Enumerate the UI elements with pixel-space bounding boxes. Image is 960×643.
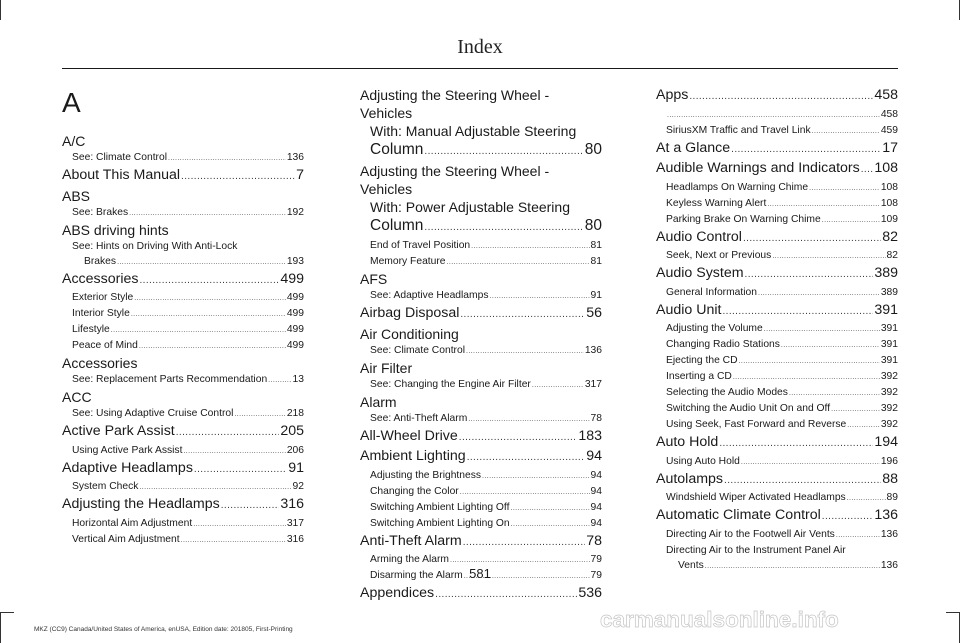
dot-leader xyxy=(193,517,286,532)
dot-leader xyxy=(822,213,880,228)
index-column-2 xyxy=(360,86,602,605)
index-entry[interactable] xyxy=(62,495,304,516)
index-subentry[interactable] xyxy=(656,123,898,139)
index-subentry[interactable] xyxy=(62,372,304,388)
entry-label: Lifestyle xyxy=(72,324,110,335)
entry-page: 536 xyxy=(578,585,602,601)
entry-page: 458 xyxy=(874,87,898,103)
index-subentry[interactable] xyxy=(656,401,898,417)
entry-page: 88 xyxy=(882,470,898,487)
dot-leader xyxy=(129,206,286,221)
index-entry[interactable] xyxy=(360,216,602,238)
dot-leader xyxy=(689,88,873,107)
index-entry[interactable] xyxy=(656,159,898,180)
index-entry[interactable] xyxy=(62,422,304,443)
dot-leader xyxy=(532,378,584,393)
entry-page: 136 xyxy=(880,528,898,540)
entry-page: 218 xyxy=(286,408,304,419)
entry-page: 391 xyxy=(880,355,898,366)
entry-page: 136 xyxy=(880,559,898,571)
index-subentry[interactable] xyxy=(360,411,602,427)
entry-label: Airbag Disposal xyxy=(360,305,460,321)
entry-page: 94 xyxy=(590,485,602,497)
dot-leader xyxy=(460,306,585,325)
index-entry[interactable] xyxy=(360,427,602,448)
dot-leader xyxy=(424,218,583,238)
dot-leader xyxy=(724,472,881,491)
entry-page: 499 xyxy=(286,292,304,303)
entry-label: Ejecting the CD xyxy=(666,355,738,366)
index-subentry[interactable] xyxy=(62,516,304,532)
index-subentry[interactable] xyxy=(62,443,304,459)
entry-label: Vents xyxy=(678,559,704,571)
index-subentry[interactable] xyxy=(360,238,602,254)
entry-label: Auto Hold xyxy=(656,434,719,450)
entry-label: Adjusting the Brightness xyxy=(370,469,482,481)
entry-page: 316 xyxy=(286,533,304,545)
index-subentry[interactable] xyxy=(360,516,602,532)
index-subentry[interactable] xyxy=(656,417,898,433)
index-subentry[interactable] xyxy=(62,306,304,322)
entry-label: Peace of Mind xyxy=(72,340,138,351)
index-subentry[interactable] xyxy=(656,490,898,506)
entry-label: At a Glance xyxy=(656,139,731,156)
index-entry[interactable] xyxy=(360,584,602,605)
entry-page: 391 xyxy=(874,301,898,318)
entry-label: Vertical Aim Adjustment xyxy=(72,533,180,545)
index-entry[interactable] xyxy=(62,166,304,187)
entry-page: 92 xyxy=(292,481,304,492)
entry-page: 392 xyxy=(880,371,898,382)
dot-leader xyxy=(764,322,880,337)
dot-leader xyxy=(139,480,291,495)
dot-leader xyxy=(861,161,874,180)
entry-label: See: Adaptive Headlamps xyxy=(370,290,489,301)
dot-leader xyxy=(743,230,881,249)
entry-page: 192 xyxy=(286,206,304,218)
crop-mark-bottom-right-h xyxy=(946,612,960,613)
index-entry[interactable] xyxy=(62,270,304,291)
entry-page: 136 xyxy=(286,152,304,163)
index-subentry[interactable] xyxy=(62,338,304,354)
entry-label: Adjusting the Volume xyxy=(666,323,763,334)
entry-label: Anti-Theft Alarm xyxy=(360,532,462,549)
index-subentry[interactable] xyxy=(360,468,602,484)
entry-label: System Check xyxy=(72,481,139,492)
dot-leader xyxy=(460,485,590,500)
entry-page: 183 xyxy=(578,427,602,444)
entry-page: 108 xyxy=(874,160,898,176)
dot-leader xyxy=(822,508,874,527)
entry-label: Audio Unit xyxy=(656,301,722,318)
index-subentry[interactable] xyxy=(656,248,898,264)
index-column-1 xyxy=(62,86,304,548)
dot-leader xyxy=(168,151,286,166)
index-entry[interactable] xyxy=(656,470,898,491)
entry-page: 7 xyxy=(296,167,304,183)
entry-page: 91 xyxy=(590,290,602,301)
entry-label: Using Seek, Fast Forward and Reverse xyxy=(666,419,847,430)
entry-page: 94 xyxy=(590,517,602,529)
footer-edition: MKZ (CC9) Canada/United States of America, enUSA, Edition date: 201805, First-Printing xyxy=(34,626,293,633)
entry-page: 78 xyxy=(586,532,602,549)
watermark-logo: carmanualsonline.info xyxy=(600,607,839,632)
entry-label: Brakes xyxy=(84,255,117,267)
dot-leader xyxy=(733,370,880,385)
index-column-3 xyxy=(656,86,898,574)
index-subentry[interactable] xyxy=(656,107,898,123)
entry-page: 91 xyxy=(288,459,304,476)
entry-label: Column xyxy=(370,217,424,234)
entry-label: Accessories xyxy=(62,270,139,287)
index-entry[interactable] xyxy=(656,506,898,527)
index-subentry[interactable] xyxy=(656,353,898,369)
index-subentry[interactable] xyxy=(656,180,898,196)
index-entry[interactable] xyxy=(656,139,898,160)
entry-label: See: Replacement Parts Recommendation xyxy=(72,374,268,385)
entry-page: 206 xyxy=(286,444,304,456)
index-subentry[interactable] xyxy=(360,500,602,516)
index-subentry[interactable] xyxy=(656,385,898,401)
index-entry[interactable] xyxy=(62,459,304,480)
dot-leader xyxy=(139,272,279,291)
index-subentry[interactable] xyxy=(62,205,304,221)
dot-leader xyxy=(181,168,295,187)
index-heading: Air Filter xyxy=(360,359,413,376)
entry-page: 499 xyxy=(280,270,304,287)
entry-page: 194 xyxy=(874,434,898,450)
entry-label: See: Changing the Engine Air Filter xyxy=(370,378,531,390)
index-subentry[interactable] xyxy=(360,343,602,359)
index-entry[interactable] xyxy=(360,532,602,553)
entry-label: Audible Warnings and Indicators xyxy=(656,160,860,176)
entry-label: Seek, Next or Previous xyxy=(666,250,772,261)
dot-leader xyxy=(739,354,880,369)
index-subentry[interactable] xyxy=(656,527,898,543)
entry-label: Automatic Climate Control xyxy=(656,507,821,523)
dot-leader xyxy=(463,534,586,553)
dot-leader xyxy=(234,407,285,422)
entry-label: About This Manual xyxy=(62,167,181,183)
dot-leader xyxy=(836,528,880,543)
entry-label: Keyless Warning Alert xyxy=(666,197,767,209)
dot-leader xyxy=(731,141,881,160)
index-entry[interactable] xyxy=(656,301,898,322)
index-subentry[interactable] xyxy=(360,377,602,393)
dot-leader xyxy=(511,517,590,532)
entry-label: SiriusXM Traffic and Travel Link xyxy=(666,124,811,136)
entry-label: Using Active Park Assist xyxy=(72,444,183,456)
entry-label: Adjusting the Headlamps xyxy=(62,496,220,512)
entry-label: Horizontal Aim Adjustment xyxy=(72,517,193,529)
index-subentry[interactable] xyxy=(656,196,898,212)
dot-leader xyxy=(809,181,880,196)
entry-label: Changing Radio Stations xyxy=(666,339,780,350)
index-entry[interactable] xyxy=(656,228,898,249)
dot-leader xyxy=(847,418,880,433)
dot-leader xyxy=(758,286,880,301)
entry-page: 81 xyxy=(590,256,602,267)
entry-label: Autolamps xyxy=(656,470,724,487)
entry-label: See: Anti-Theft Alarm xyxy=(370,412,468,424)
page-title: Index xyxy=(457,36,503,58)
entry-page: 109 xyxy=(880,213,898,225)
index-subentry[interactable] xyxy=(656,285,898,301)
index-subentry[interactable] xyxy=(62,406,304,422)
entry-page: 499 xyxy=(286,340,304,351)
entry-page: 56 xyxy=(586,305,602,321)
index-heading: ABS xyxy=(62,187,91,204)
entry-label: Ambient Lighting xyxy=(360,448,466,464)
entry-label: Exterior Style xyxy=(72,292,134,303)
entry-label: Interior Style xyxy=(72,308,130,319)
dot-leader xyxy=(176,424,280,443)
dot-leader xyxy=(466,344,584,359)
entry-page: 78 xyxy=(590,412,602,424)
dot-leader xyxy=(468,412,589,427)
dot-leader xyxy=(111,323,286,338)
dot-leader xyxy=(767,197,879,212)
dot-leader xyxy=(482,469,589,484)
dot-leader xyxy=(789,386,880,401)
dot-leader xyxy=(194,461,287,480)
index-heading: Adjusting the Steering Wheel - Vehicles xyxy=(360,163,550,197)
entry-label: All-Wheel Drive xyxy=(360,427,458,444)
entry-page: 391 xyxy=(880,323,898,334)
dot-leader xyxy=(772,249,885,264)
index-entry[interactable] xyxy=(656,433,898,454)
entry-page: 391 xyxy=(880,339,898,350)
index-subentry[interactable] xyxy=(62,532,304,548)
index-heading: Alarm xyxy=(360,393,397,410)
entry-label: Directing Air to the Footwell Air Vents xyxy=(666,528,835,540)
index-entry[interactable] xyxy=(360,304,602,325)
section-letter: A xyxy=(62,87,81,118)
entry-label: General Information xyxy=(666,286,758,298)
entry-page: 94 xyxy=(590,469,602,481)
entry-page: 79 xyxy=(590,570,602,581)
entry-page: 458 xyxy=(880,108,898,120)
dot-leader xyxy=(510,501,589,516)
entry-label: Switching Ambient Lighting On xyxy=(370,517,510,529)
dot-leader xyxy=(459,429,578,448)
entry-label: Inserting a CD xyxy=(666,371,732,382)
header-rule xyxy=(62,68,898,69)
entry-page: 316 xyxy=(280,496,304,512)
dot-leader xyxy=(424,142,583,162)
index-subentry[interactable] xyxy=(656,369,898,385)
index-heading: Adjusting the Steering Wheel - Vehicles xyxy=(360,87,550,121)
entry-label: Switching Ambient Lighting Off xyxy=(370,501,510,513)
entry-label: Audio Control xyxy=(656,228,742,245)
entry-page: 193 xyxy=(286,255,304,267)
entry-page: 389 xyxy=(874,265,898,281)
entry-label: Changing the Color xyxy=(370,485,459,497)
index-heading-continued: With: Power Adjustable Steering xyxy=(370,199,570,215)
crop-mark-bottom-left-h xyxy=(0,612,14,613)
entry-label: Disarming the Alarm xyxy=(370,570,463,581)
index-subentry[interactable] xyxy=(360,288,602,304)
dot-leader xyxy=(667,108,880,123)
entry-label: Using Auto Hold xyxy=(666,455,740,467)
entry-page: 459 xyxy=(880,124,898,136)
dot-leader xyxy=(781,338,880,353)
entry-label: See: Climate Control xyxy=(370,344,465,356)
dot-leader xyxy=(117,255,286,270)
entry-page: 136 xyxy=(874,507,898,523)
entry-label: Column xyxy=(370,141,424,158)
entry-page: 80 xyxy=(584,217,602,234)
entry-page: 79 xyxy=(590,554,602,565)
index-subentry[interactable] xyxy=(62,322,304,338)
entry-page: 392 xyxy=(880,387,898,398)
dot-leader xyxy=(435,586,577,605)
index-subentry[interactable] xyxy=(656,321,898,337)
entry-label: See: Using Adaptive Cruise Control xyxy=(72,408,234,419)
dot-leader xyxy=(268,373,291,388)
index-subentry[interactable] xyxy=(62,254,304,270)
entry-page: 89 xyxy=(886,492,898,503)
index-heading: ABS driving hints xyxy=(62,221,169,238)
entry-page: 94 xyxy=(590,501,602,513)
index-subentry[interactable] xyxy=(62,290,304,306)
dot-leader xyxy=(183,444,285,459)
dot-leader xyxy=(131,307,286,322)
entry-label: See: Brakes xyxy=(72,206,129,218)
entry-page: 108 xyxy=(880,181,898,193)
entry-page: 392 xyxy=(880,403,898,414)
dot-leader xyxy=(181,533,286,548)
entry-page: 82 xyxy=(882,228,898,245)
entry-label: Switching the Audio Unit On and Off xyxy=(666,403,831,414)
dot-leader xyxy=(467,449,586,468)
index-subentry[interactable] xyxy=(360,484,602,500)
entry-label: Audio System xyxy=(656,265,744,281)
index-subentry-text: Directing Air to the Instrument Panel Air xyxy=(666,544,846,556)
entry-label: Selecting the Audio Modes xyxy=(666,387,788,398)
index-subentry-text: See: Hints on Driving With Anti-Lock xyxy=(72,240,238,252)
crop-mark-top-left xyxy=(0,0,1,20)
dot-leader xyxy=(490,289,590,304)
index-heading: Air Conditioning xyxy=(360,325,459,342)
dot-leader xyxy=(719,435,873,454)
index-heading: AFS xyxy=(360,271,388,287)
dot-leader xyxy=(831,402,880,417)
entry-label: Appendices xyxy=(360,585,435,601)
entry-page: 499 xyxy=(286,308,304,319)
entry-page: 80 xyxy=(584,141,602,158)
index-subentry[interactable] xyxy=(62,479,304,495)
page-number: 581 xyxy=(469,566,491,581)
entry-page: 13 xyxy=(292,374,304,385)
entry-label: Active Park Assist xyxy=(62,423,175,439)
index-heading: A/C xyxy=(62,133,86,149)
index-heading-continued: With: Manual Adjustable Steering xyxy=(370,123,577,139)
entry-page: 499 xyxy=(286,324,304,335)
index-entry[interactable] xyxy=(360,447,602,468)
index-subentry[interactable] xyxy=(656,212,898,228)
dot-leader xyxy=(134,291,286,306)
dot-leader xyxy=(741,455,880,470)
dot-leader xyxy=(812,124,880,139)
dot-leader xyxy=(221,497,280,516)
index-heading: ACC xyxy=(62,389,92,405)
index-entry[interactable] xyxy=(656,264,898,285)
entry-page: 196 xyxy=(880,455,898,467)
entry-page: 136 xyxy=(584,344,602,356)
index-subentry[interactable] xyxy=(656,337,898,353)
index-entry[interactable] xyxy=(360,140,602,162)
dot-leader xyxy=(471,239,589,254)
entry-page: 82 xyxy=(886,250,898,261)
entry-page: 317 xyxy=(584,378,602,390)
index-heading: Accessories xyxy=(62,355,138,371)
index-subentry[interactable] xyxy=(360,254,602,270)
entry-label: Arming the Alarm xyxy=(370,554,449,565)
dot-leader xyxy=(447,255,590,270)
entry-label: End of Travel Position xyxy=(370,240,471,251)
entry-label: See: Climate Control xyxy=(72,152,167,163)
entry-page: 108 xyxy=(880,197,898,209)
entry-page: 81 xyxy=(590,240,602,251)
dot-leader xyxy=(745,266,874,285)
dot-leader xyxy=(722,303,873,322)
index-subentry[interactable] xyxy=(62,150,304,166)
entry-page: 94 xyxy=(586,448,602,464)
entry-label: Headlamps On Warning Chime xyxy=(666,181,809,193)
entry-label: Parking Brake On Warning Chime xyxy=(666,213,821,225)
dot-leader xyxy=(847,491,886,506)
index-subentry[interactable] xyxy=(656,454,898,470)
entry-page: 317 xyxy=(286,517,304,529)
entry-page: 205 xyxy=(280,423,304,439)
entry-page: 389 xyxy=(880,286,898,298)
index-entry[interactable] xyxy=(656,86,898,107)
entry-label: Memory Feature xyxy=(370,256,446,267)
crop-mark-bottom-left xyxy=(0,613,1,643)
dot-leader xyxy=(139,339,286,354)
entry-label: Apps xyxy=(656,87,689,103)
entry-label: Adaptive Headlamps xyxy=(62,459,193,476)
entry-page: 392 xyxy=(880,419,898,430)
entry-label: Windshield Wiper Activated Headlamps xyxy=(666,492,846,503)
entry-page: 17 xyxy=(882,139,898,156)
